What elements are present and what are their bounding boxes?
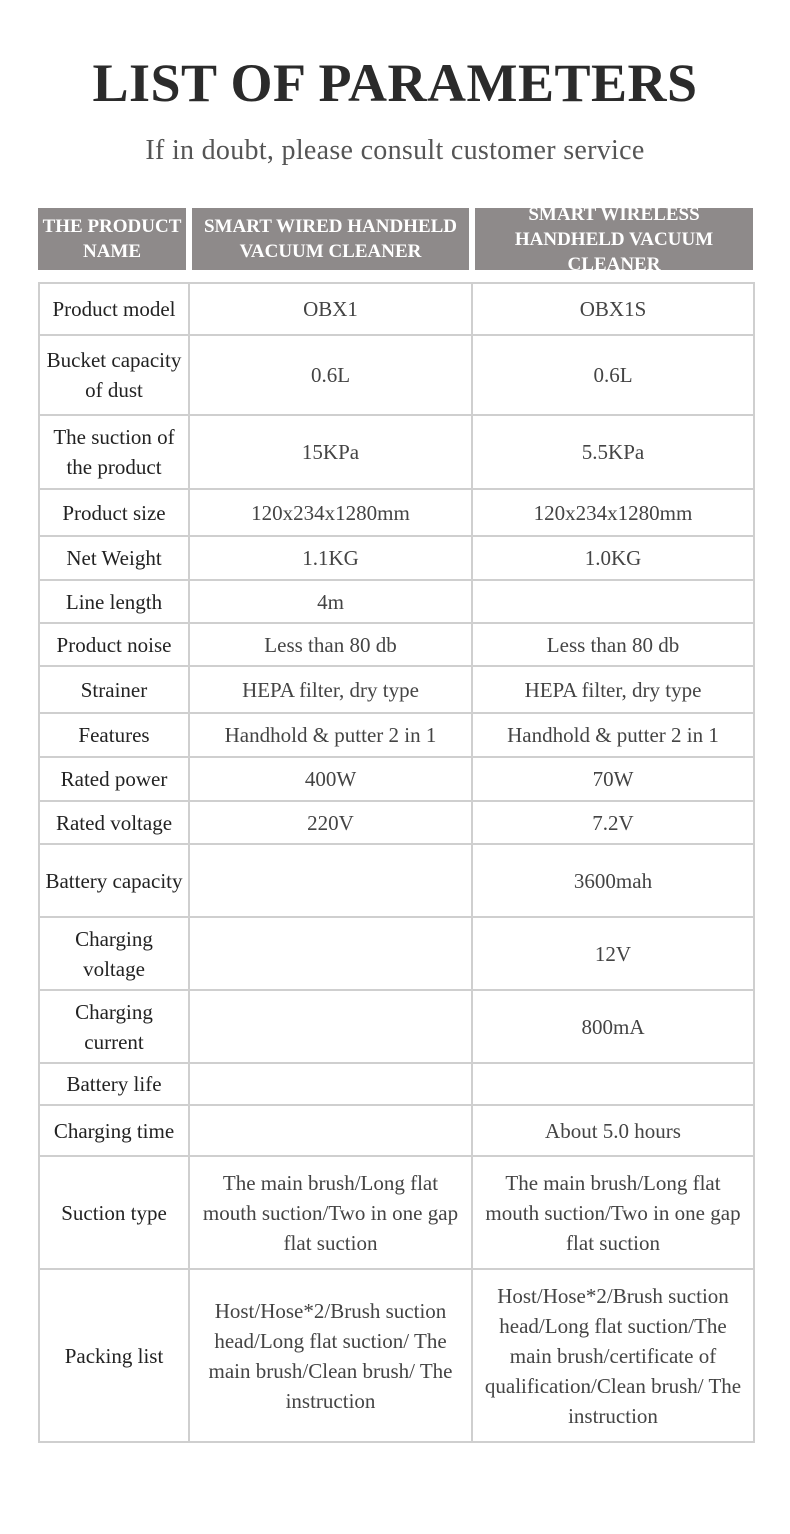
- row-label: Rated power: [39, 757, 189, 801]
- page-title: LIST OF PARAMETERS: [92, 53, 698, 113]
- table-row: [39, 1063, 754, 1105]
- row-label: Battery life: [39, 1063, 189, 1105]
- row-label: Rated voltage: [39, 801, 189, 844]
- table-row: [39, 489, 754, 536]
- wireless-value: 7.2V: [472, 801, 754, 844]
- row-label: Strainer: [39, 666, 189, 713]
- wireless-value: About 5.0 hours: [472, 1105, 754, 1156]
- table-row: [39, 757, 754, 801]
- row-label: Battery capacity: [39, 844, 189, 917]
- table-row: [39, 580, 754, 623]
- wireless-value: 120x234x1280mm: [472, 489, 754, 536]
- wired-value: Less than 80 db: [189, 623, 472, 666]
- row-label: Features: [39, 713, 189, 757]
- wired-value: [189, 917, 472, 990]
- wireless-value: [472, 1063, 754, 1105]
- wireless-value: 800mA: [472, 990, 754, 1063]
- wired-value: 4m: [189, 580, 472, 623]
- wired-value: 0.6L: [189, 335, 472, 415]
- table-row: [39, 415, 754, 489]
- table-row: [39, 1156, 754, 1269]
- wired-value: The main brush/Long flat mouth suction/Two in one gap flat suction: [189, 1156, 472, 1269]
- wireless-value: Less than 80 db: [472, 623, 754, 666]
- row-label: The suction of the product: [39, 415, 189, 489]
- row-label: Line length: [39, 580, 189, 623]
- wireless-value: Handhold & putter 2 in 1: [472, 713, 754, 757]
- wired-value: 1.1KG: [189, 536, 472, 580]
- wired-value: HEPA filter, dry type: [189, 666, 472, 713]
- wired-value: [189, 844, 472, 917]
- row-label: Charging voltage: [39, 917, 189, 990]
- wireless-value: Host/Hose*2/Brush suction head/Long flat suction/The main brush/certificate of qualification/Clean brush/ The instruction: [472, 1269, 754, 1442]
- wireless-value: HEPA filter, dry type: [472, 666, 754, 713]
- wired-value: Host/Hose*2/Brush suction head/Long flat suction/ The main brush/Clean brush/ The instruction: [189, 1269, 472, 1442]
- table-row: [39, 335, 754, 415]
- wireless-value: OBX1S: [472, 283, 754, 335]
- row-label: Charging time: [39, 1105, 189, 1156]
- wired-value: 15KPa: [189, 415, 472, 489]
- parameters-table: [38, 282, 755, 1443]
- header-wired-model: SMART WIRED HANDHELD VACUUM CLEANER: [192, 208, 469, 270]
- page-subtitle: If in doubt, please consult customer service: [145, 135, 645, 166]
- table-row: [39, 990, 754, 1063]
- wireless-value: 5.5KPa: [472, 415, 754, 489]
- table-row: [39, 713, 754, 757]
- wireless-value: The main brush/Long flat mouth suction/Two in one gap flat suction: [472, 1156, 754, 1269]
- header-wireless-model: SMART WIRELESS HANDHELD VACUUM CLEANER: [475, 208, 753, 270]
- wireless-value: 70W: [472, 757, 754, 801]
- row-label: Bucket capacity of dust: [39, 335, 189, 415]
- table-row: [39, 1105, 754, 1156]
- row-label: Net Weight: [39, 536, 189, 580]
- table-row: [39, 666, 754, 713]
- table-row: [39, 1269, 754, 1442]
- wireless-value: 12V: [472, 917, 754, 990]
- wireless-value: 0.6L: [472, 335, 754, 415]
- row-label: Product model: [39, 283, 189, 335]
- wired-value: [189, 990, 472, 1063]
- row-label: Charging current: [39, 990, 189, 1063]
- row-label: Product size: [39, 489, 189, 536]
- table-row: [39, 801, 754, 844]
- row-label: Product noise: [39, 623, 189, 666]
- wired-value: OBX1: [189, 283, 472, 335]
- table-row: [39, 536, 754, 580]
- table-row: [39, 623, 754, 666]
- header-product-name: THE PRODUCT NAME: [38, 208, 186, 270]
- row-label: Packing list: [39, 1269, 189, 1442]
- wireless-value: 1.0KG: [472, 536, 754, 580]
- wireless-value: [472, 580, 754, 623]
- wireless-value: 3600mah: [472, 844, 754, 917]
- row-label: Suction type: [39, 1156, 189, 1269]
- table-row: [39, 917, 754, 990]
- wired-value: 400W: [189, 757, 472, 801]
- wired-value: Handhold & putter 2 in 1: [189, 713, 472, 757]
- table-row: [39, 283, 754, 335]
- table-row: [39, 844, 754, 917]
- wired-value: [189, 1105, 472, 1156]
- wired-value: 120x234x1280mm: [189, 489, 472, 536]
- wired-value: [189, 1063, 472, 1105]
- wired-value: 220V: [189, 801, 472, 844]
